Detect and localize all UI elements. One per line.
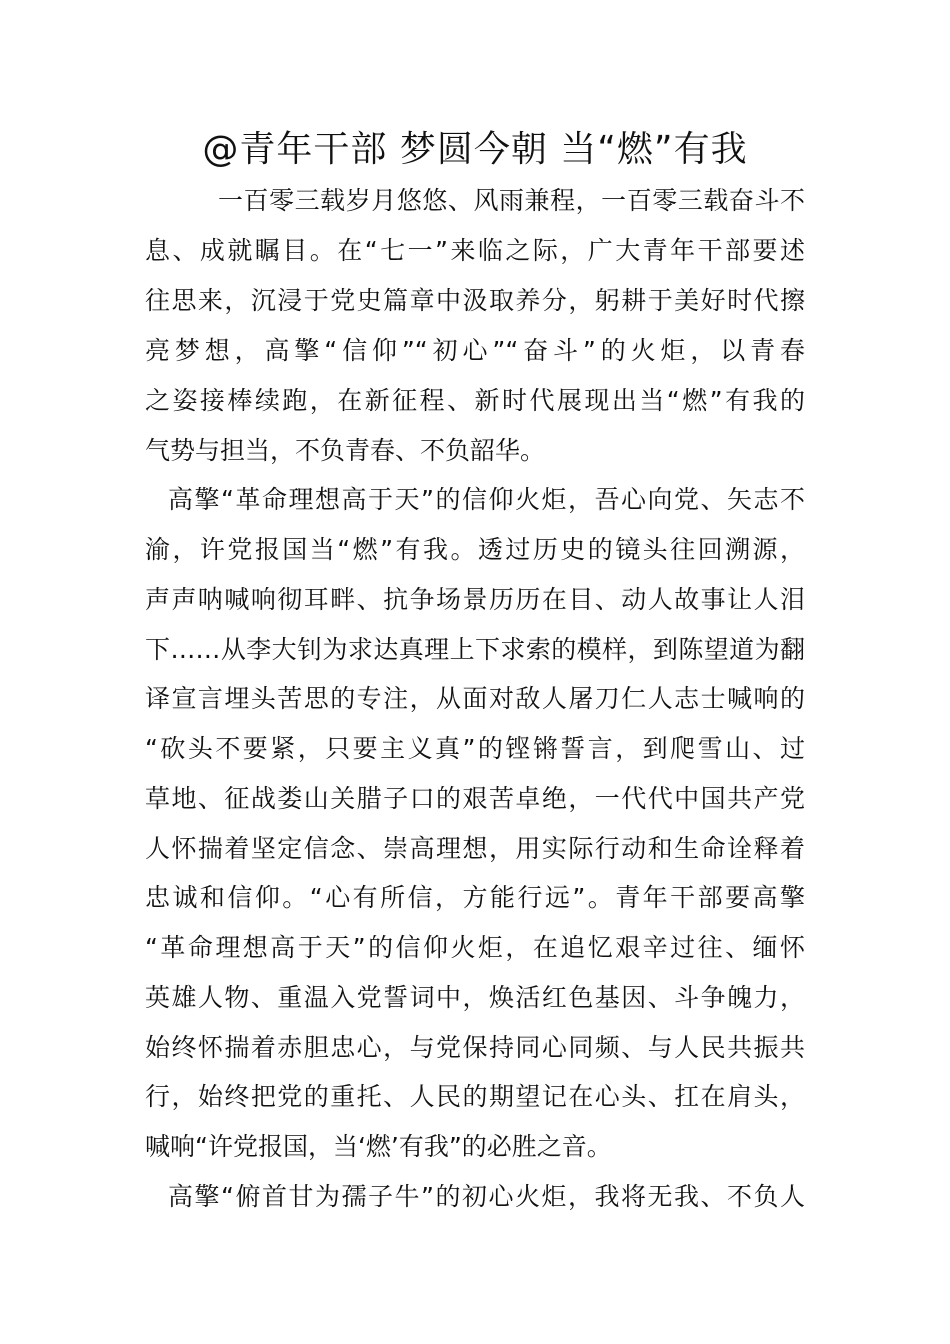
- paragraph-2-line-8: 人怀揣着坚定信念、崇高理想，用实际行动和生命诠释着: [145, 834, 805, 863]
- paragraph-2-line-14: 喊响“许党报国，当‘燃’有我”的必胜之音。: [145, 1132, 612, 1161]
- paragraph-1-line-4: 亮梦想，高擎“信仰”“初心”“奋斗”的火炬，以青春: [145, 336, 805, 365]
- paragraph-2-line-1: 高擎“革命理想高于天”的信仰火炬，吾心向党、矢志不: [168, 485, 805, 514]
- paragraph-3-line-1: 高擎“俯首甘为孺子牛”的初心火炬，我将无我、不负人: [168, 1182, 805, 1211]
- paragraph-1-line-2: 息、成就瞩目。在“七一”来临之际，广大青年干部要述: [145, 236, 805, 265]
- paragraph-2-line-11: 英雄人物、重温入党誓词中，焕活红色基因、斗争魄力，: [145, 983, 805, 1012]
- paragraph-2-line-9: 忠诚和信仰。“心有所信，方能行远”。青年干部要高擎: [145, 883, 805, 912]
- paragraph-2-line-6: “砍头不要紧，只要主义真”的铿锵誓言，到爬雪山、过: [145, 734, 805, 763]
- paragraph-1-line-3: 往思来，沉浸于党史篇章中汲取养分，躬耕于美好时代擦: [145, 286, 805, 315]
- paragraph-1-line-1: 一百零三载岁月悠悠、风雨兼程，一百零三载奋斗不: [218, 186, 805, 215]
- paragraph-2-line-7: 草地、征战娄山关腊子口的艰苦卓绝，一代代中国共产党: [145, 784, 805, 813]
- paragraph-2-line-2: 渝，许党报国当“燃”有我。透过历史的镜头往回溯源，: [145, 535, 805, 564]
- paragraph-2-line-10: “革命理想高于天”的信仰火炬，在追忆艰辛过往、缅怀: [145, 933, 805, 962]
- document-title: @青年干部 梦圆今朝 当“燃”有我: [202, 129, 748, 170]
- paragraph-1-line-5: 之姿接棒续跑，在新征程、新时代展现出当“燃”有我的: [145, 386, 805, 415]
- paragraph-1-line-6: 气势与担当，不负青春、不负韶华。: [145, 436, 546, 465]
- paragraph-2-line-4: 下……从李大钊为求达真理上下求索的模样，到陈望道为翻: [145, 635, 805, 664]
- paragraph-2-line-5: 译宣言埋头苦思的专注，从面对敌人屠刀仁人志士喊响的: [145, 684, 805, 713]
- paragraph-2-line-3: 声声呐喊响彻耳畔、抗争场景历历在目、动人故事让人泪: [145, 585, 805, 614]
- paragraph-2-line-12: 始终怀揣着赤胆忠心，与党保持同心同频、与人民共振共: [145, 1033, 805, 1062]
- paragraph-2-line-13: 行，始终把党的重托、人民的期望记在心头、扛在肩头，: [145, 1082, 805, 1111]
